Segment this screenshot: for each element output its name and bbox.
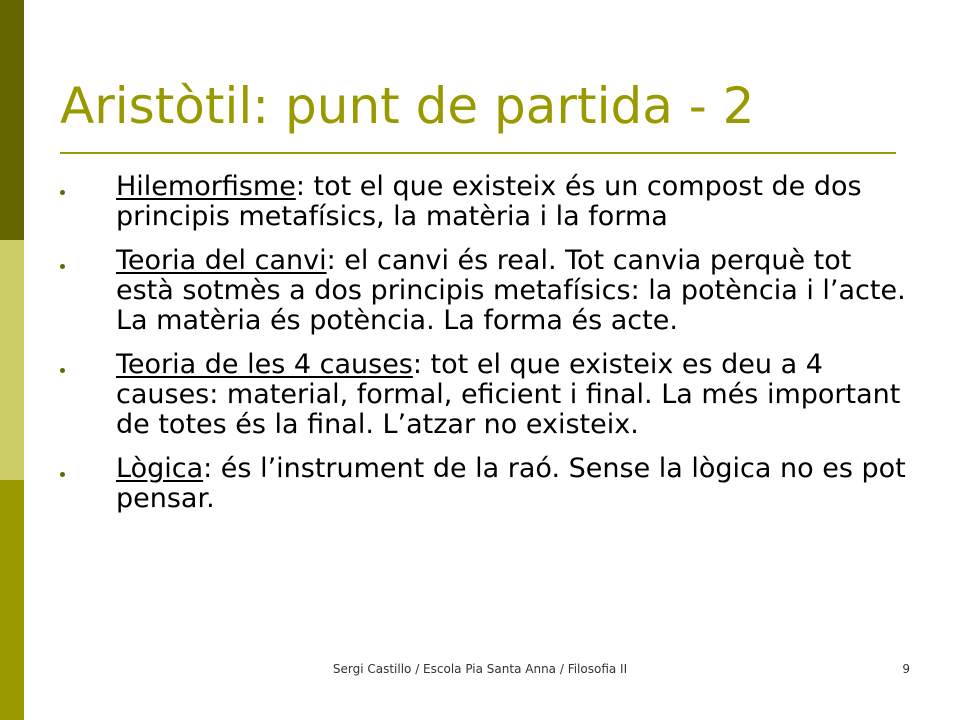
bullet-term: Teoria de les 4 causes xyxy=(116,349,413,380)
bullet-item-logica xyxy=(58,454,908,514)
page-number: 9 xyxy=(902,662,910,676)
title-divider xyxy=(60,152,896,154)
decorative-band-middle xyxy=(0,240,24,480)
bullet-item-teoria-causes xyxy=(58,350,908,440)
bullet-term: Lògica xyxy=(116,453,204,484)
bullet-term: Hilemorfisme xyxy=(116,171,296,202)
bullet-text: : tot el que existeix es deu a 4 causes: material, formal, eficient i final. La més important de totes és la final. L’atzar no existeix. xyxy=(116,349,901,440)
slide-title: Aristòtil: punt de partida - 2 xyxy=(60,77,755,135)
bullet-dot-icon xyxy=(60,190,65,195)
bullet-item-hilemorfisme xyxy=(58,172,908,232)
decorative-band-top xyxy=(0,0,24,240)
bullet-text: : el canvi és real. Tot canvia perquè tot està sotmès a dos principis metafísics: la potència i l’acte. La matèria és potència. La forma és acte. xyxy=(116,245,906,336)
bullet-list xyxy=(58,172,908,528)
bullet-term: Teoria del canvi xyxy=(116,245,327,276)
decorative-band-bottom xyxy=(0,480,24,720)
bullet-dot-icon xyxy=(60,368,65,373)
bullet-text: : tot el que existeix és un compost de dos principis metafísics, la matèria i la forma xyxy=(116,171,862,232)
slide-footer: Sergi Castillo / Escola Pia Santa Anna / Filosofia II xyxy=(332,662,628,676)
bullet-item-teoria-canvi xyxy=(58,246,908,336)
bullet-text: : és l’instrument de la raó. Sense la lògica no es pot pensar. xyxy=(116,453,906,514)
bullet-dot-icon xyxy=(60,472,65,477)
bullet-dot-icon xyxy=(60,264,65,269)
